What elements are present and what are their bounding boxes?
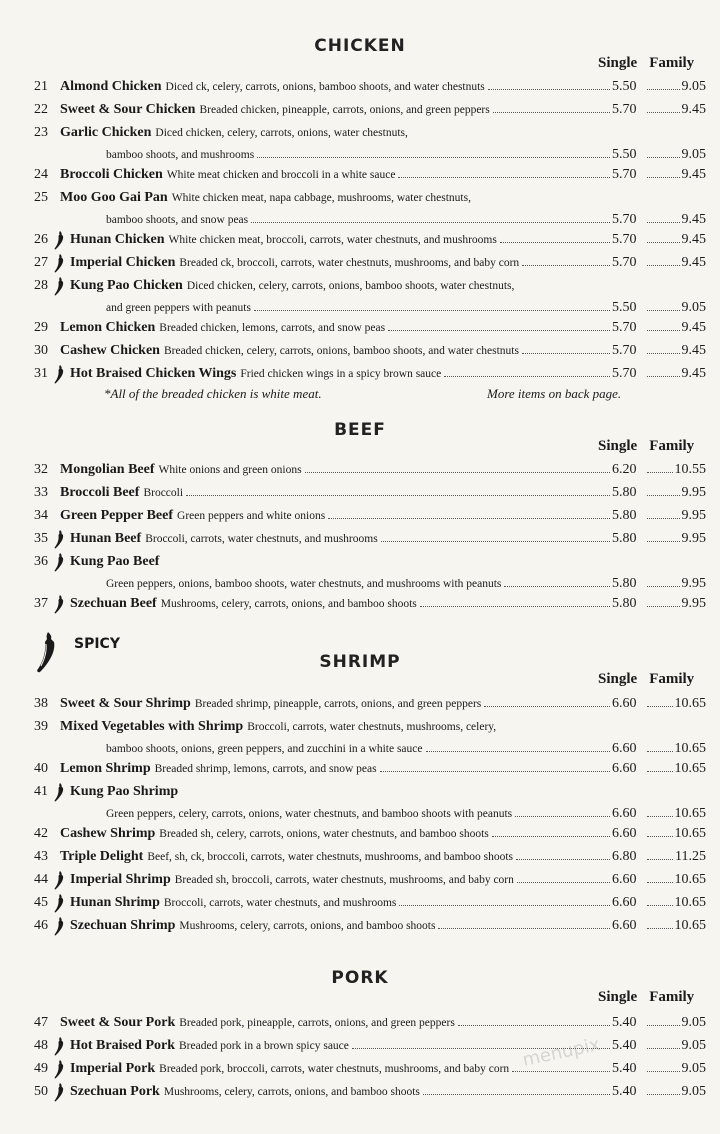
leader-dots [488, 89, 610, 90]
leader-dots [517, 882, 610, 883]
leader-dots [492, 836, 610, 837]
leader-dots [380, 771, 610, 772]
price-single: 5.40 [612, 1084, 637, 1099]
item-description: Mushrooms, celery, carrots, onions, and bamboo shoots [163, 1086, 420, 1098]
leader-dots [647, 330, 680, 331]
menu-item-42 [0, 825, 720, 847]
item-description: Diced chicken, celery, carrots, onions, water chestnuts, [155, 127, 408, 139]
item-number: 41 [34, 784, 48, 799]
item-name: Kung Pao Shrimp [70, 784, 179, 799]
price-single: 5.70 [612, 320, 637, 335]
menu-item-48 [0, 1037, 720, 1059]
item-number: 22 [34, 102, 48, 117]
menu-item-35 [0, 530, 720, 552]
item-description: White meat chicken and broccoli in a white sauce [166, 169, 396, 181]
column-headers-pork [598, 989, 708, 1006]
chili-pepper-icon [53, 230, 65, 250]
leader-dots [647, 89, 680, 90]
price-family: 10.65 [674, 741, 706, 756]
menu-item-40 [0, 760, 720, 782]
item-name: Cashew Shrimp [60, 826, 156, 841]
price-single: 5.40 [612, 1038, 637, 1053]
item-description: Breaded chicken, pineapple, carrots, onions, and green peppers [199, 104, 490, 116]
price-family: 9.95 [681, 485, 706, 500]
price-family: 9.95 [681, 596, 706, 611]
leader-dots [647, 1025, 680, 1026]
leader-dots [647, 310, 680, 311]
menu-item-43 [0, 848, 720, 870]
item-name: Lemon Shrimp [60, 761, 151, 776]
price-family: 9.45 [681, 102, 706, 117]
item-number: 21 [34, 79, 48, 94]
item-name: Hot Braised Chicken Wings [70, 366, 237, 381]
leader-dots [647, 112, 680, 113]
item-name: Moo Goo Gai Pan [60, 190, 168, 205]
leader-dots [647, 905, 673, 906]
chili-pepper-icon [53, 1036, 65, 1056]
leader-dots [257, 157, 610, 158]
menu-item-34 [0, 507, 720, 529]
leader-dots [493, 112, 610, 113]
item-description: Broccoli, carrots, water chestnuts, and mushrooms [163, 897, 397, 909]
column-headers-chicken [598, 55, 708, 72]
leader-dots [647, 882, 673, 883]
item-description: Breaded shrimp, lemons, carrots, and snow peas [154, 763, 377, 775]
price-single: 6.60 [612, 895, 637, 910]
item-description: Breaded sh, broccoli, carrots, water chestnuts, mushrooms, and baby corn [174, 874, 514, 886]
price-family: 9.05 [681, 147, 706, 162]
price-single: 6.60 [612, 696, 637, 711]
menu-item-26 [0, 231, 720, 253]
leader-dots [516, 859, 610, 860]
item-name: Kung Pao Beef [70, 554, 160, 569]
item-number: 24 [34, 167, 48, 182]
menu-item-23 [0, 124, 720, 166]
leader-dots [251, 222, 610, 223]
leader-dots [647, 836, 673, 837]
menu-item-37 [0, 595, 720, 617]
leader-dots [647, 816, 673, 817]
leader-dots [381, 541, 610, 542]
leader-dots [647, 586, 680, 587]
leader-dots [647, 518, 680, 519]
item-name: Mongolian Beef [60, 462, 155, 477]
leader-dots [512, 1071, 610, 1072]
item-name: Szechuan Shrimp [70, 918, 176, 933]
menu-item-29 [0, 319, 720, 341]
price-single: 5.70 [612, 366, 637, 381]
price-single: 6.60 [612, 826, 637, 841]
menu-item-49 [0, 1060, 720, 1082]
leader-dots [522, 353, 610, 354]
price-single: 6.60 [612, 918, 637, 933]
item-number: 43 [34, 849, 48, 864]
leader-dots [647, 222, 680, 223]
price-family: 11.25 [675, 849, 706, 864]
leader-dots [647, 242, 680, 243]
leader-dots [647, 859, 673, 860]
chili-pepper-icon [53, 916, 65, 936]
item-number: 34 [34, 508, 48, 523]
item-description: Broccoli [143, 487, 184, 499]
chili-pepper-icon [53, 893, 65, 913]
price-family: 9.05 [681, 79, 706, 94]
price-family: 9.05 [681, 1038, 706, 1053]
item-name: Triple Delight [60, 849, 144, 864]
leader-dots [522, 265, 610, 266]
chili-pepper-icon [53, 529, 65, 549]
item-description-cont: bamboo shoots, onions, green peppers, and zucchini in a white sauce [106, 743, 423, 755]
price-family: 10.55 [674, 462, 706, 477]
price-family: 9.45 [681, 366, 706, 381]
item-description: Breaded chicken, celery, carrots, onions, bamboo shoots, and water chestnuts [163, 345, 519, 357]
item-description: Fried chicken wings in a spicy brown sauce [240, 368, 442, 380]
item-description-cont: bamboo shoots, and snow peas [106, 214, 249, 226]
item-description-cont: bamboo shoots, and mushrooms [106, 149, 255, 161]
section-title-chicken: CHICKEN [314, 36, 406, 56]
item-description: Breaded pork, pineapple, carrots, onions, and green peppers [179, 1017, 455, 1029]
price-single: 5.70 [612, 232, 637, 247]
leader-dots [647, 1071, 680, 1072]
price-family: 9.05 [681, 1084, 706, 1099]
item-description: Breaded chicken, lemons, carrots, and snow peas [159, 322, 386, 334]
menu-item-27 [0, 254, 720, 276]
chili-pepper-icon [53, 1059, 65, 1079]
price-single: 6.60 [612, 872, 637, 887]
leader-dots [647, 495, 680, 496]
item-number: 29 [34, 320, 48, 335]
price-single: 5.70 [612, 212, 637, 227]
leader-dots [504, 586, 610, 587]
leader-dots [186, 495, 610, 496]
chili-pepper-icon [53, 870, 65, 890]
leader-dots [388, 330, 610, 331]
leader-dots [647, 1048, 680, 1049]
price-family: 9.05 [681, 300, 706, 315]
item-number: 46 [34, 918, 48, 933]
leader-dots [423, 1094, 610, 1095]
item-description: Breaded shrimp, pineapple, carrots, onions, and green peppers [194, 698, 482, 710]
price-family: 9.45 [681, 320, 706, 335]
leader-dots [647, 353, 680, 354]
item-description: Beef, sh, ck, broccoli, carrots, water chestnuts, mushrooms, and bamboo shoots [147, 851, 514, 863]
menu-item-28 [0, 277, 720, 319]
item-description: Mushrooms, celery, carrots, onions, and bamboo shoots [179, 920, 436, 932]
item-name: Broccoli Beef [60, 485, 140, 500]
breaded-note: *All of the breaded chicken is white meat. [104, 386, 322, 401]
price-single: 5.70 [612, 343, 637, 358]
item-number: 42 [34, 826, 48, 841]
leader-dots [438, 928, 610, 929]
price-family: 10.65 [674, 895, 706, 910]
item-number: 31 [34, 366, 48, 381]
item-name: Hunan Beef [70, 531, 142, 546]
menu-item-50 [0, 1083, 720, 1105]
item-name: Hot Braised Pork [70, 1038, 175, 1053]
item-name: Hunan Chicken [70, 232, 165, 247]
leader-dots [647, 265, 680, 266]
item-number: 49 [34, 1061, 48, 1076]
price-family: 9.45 [681, 232, 706, 247]
price-family: 9.05 [681, 1061, 706, 1076]
price-single: 5.80 [612, 596, 637, 611]
price-single: 5.80 [612, 531, 637, 546]
menu-item-32 [0, 461, 720, 483]
leader-dots [647, 751, 673, 752]
item-number: 28 [34, 278, 48, 293]
family-header: Family [649, 989, 695, 1005]
item-name: Lemon Chicken [60, 320, 156, 335]
section-title-shrimp: SHRIMP [319, 652, 401, 672]
chili-pepper-icon [53, 253, 65, 273]
item-number: 50 [34, 1084, 48, 1099]
item-name: Garlic Chicken [60, 125, 152, 140]
item-description: Breaded sh, celery, carrots, onions, water chestnuts, and bamboo shoots [159, 828, 489, 840]
menu-item-33 [0, 484, 720, 506]
item-name: Sweet & Sour Chicken [60, 102, 196, 117]
item-name: Broccoli Chicken [60, 167, 163, 182]
price-family: 10.65 [674, 918, 706, 933]
price-single: 5.40 [612, 1015, 637, 1030]
menu-item-36 [0, 553, 720, 595]
leader-dots [647, 771, 673, 772]
item-name: Hunan Shrimp [70, 895, 160, 910]
price-single: 5.80 [612, 485, 637, 500]
item-name: Szechuan Pork [70, 1084, 160, 1099]
item-description: Mushrooms, celery, carrots, onions, and bamboo shoots [160, 598, 417, 610]
item-description: Broccoli, carrots, water chestnuts, and mushrooms [145, 533, 378, 545]
leader-dots [647, 472, 673, 473]
single-header: Single [598, 671, 638, 687]
leader-dots [398, 177, 610, 178]
price-single: 5.70 [612, 167, 637, 182]
leader-dots [399, 905, 610, 906]
price-family: 10.65 [674, 806, 706, 821]
section-title-pork: PORK [331, 968, 389, 988]
single-header: Single [598, 989, 638, 1005]
spicy-legend-label: SPICY [74, 636, 120, 652]
item-number: 40 [34, 761, 48, 776]
menu-item-31 [0, 365, 720, 387]
leader-dots [647, 157, 680, 158]
item-number: 37 [34, 596, 48, 611]
leader-dots [647, 376, 680, 377]
item-name: Almond Chicken [60, 79, 162, 94]
price-single: 5.70 [612, 255, 637, 270]
chili-pepper-icon [53, 552, 65, 572]
leader-dots [647, 1094, 680, 1095]
chili-pepper-icon [53, 594, 65, 614]
leader-dots [426, 751, 611, 752]
menu-item-22 [0, 101, 720, 123]
leader-dots [305, 472, 610, 473]
item-name: Mixed Vegetables with Shrimp [60, 719, 244, 734]
item-description: Diced chicken, celery, carrots, onions, bamboo shoots, water chestnuts, [186, 280, 515, 292]
leader-dots [444, 376, 610, 377]
price-single: 6.60 [612, 806, 637, 821]
menu-item-24 [0, 166, 720, 188]
item-number: 32 [34, 462, 48, 477]
item-number: 36 [34, 554, 48, 569]
leader-dots [420, 606, 610, 607]
item-name: Imperial Pork [70, 1061, 156, 1076]
leader-dots [515, 816, 610, 817]
item-description: White chicken meat, broccoli, carrots, water chestnuts, and mushrooms [168, 234, 497, 246]
item-description-cont: Green peppers, celery, carrots, onions, water chestnuts, and bamboo shoots with peanuts [106, 808, 513, 820]
price-single: 6.60 [612, 741, 637, 756]
price-single: 6.60 [612, 761, 637, 776]
price-family: 10.65 [674, 872, 706, 887]
section-title-beef: BEEF [334, 420, 386, 440]
family-header: Family [649, 671, 695, 687]
chili-pepper-icon [53, 782, 65, 802]
leader-dots [647, 928, 673, 929]
leader-dots [500, 242, 610, 243]
chili-pepper-icon [53, 276, 65, 296]
price-single: 5.50 [612, 79, 637, 94]
price-family: 9.45 [681, 212, 706, 227]
menu-item-30 [0, 342, 720, 364]
column-headers-shrimp [598, 671, 708, 688]
item-description: Breaded pork, broccoli, carrots, water chestnuts, mushrooms, and baby corn [159, 1063, 510, 1075]
family-header: Family [649, 438, 695, 454]
price-family: 9.95 [681, 508, 706, 523]
price-family: 9.05 [681, 1015, 706, 1030]
item-number: 39 [34, 719, 48, 734]
price-single: 6.80 [612, 849, 637, 864]
item-number: 44 [34, 872, 48, 887]
menu-item-25 [0, 189, 720, 231]
watermark: menupix [520, 1034, 602, 1071]
item-number: 27 [34, 255, 48, 270]
leader-dots [254, 310, 610, 311]
menu-item-21 [0, 78, 720, 100]
item-name: Sweet & Sour Pork [60, 1015, 176, 1030]
leader-dots [328, 518, 610, 519]
price-family: 9.45 [681, 343, 706, 358]
item-name: Sweet & Sour Shrimp [60, 696, 191, 711]
price-family: 9.45 [681, 255, 706, 270]
item-description: White onions and green onions [158, 464, 302, 476]
leader-dots [647, 177, 680, 178]
price-family: 10.65 [674, 761, 706, 776]
column-headers-beef [598, 438, 708, 455]
item-number: 25 [34, 190, 48, 205]
menu-item-44 [0, 871, 720, 893]
menu-item-47 [0, 1014, 720, 1036]
item-name: Szechuan Beef [70, 596, 157, 611]
item-description: Breaded ck, broccoli, carrots, water chestnuts, mushrooms, and baby corn [179, 257, 520, 269]
menu-item-39 [0, 718, 720, 760]
item-description-cont: Green peppers, onions, bamboo shoots, water chestnuts, and mushrooms with peanuts [106, 578, 502, 590]
chili-pepper-icon [53, 364, 65, 384]
item-description: White chicken meat, napa cabbage, mushrooms, water chestnuts, [171, 192, 471, 204]
item-number: 33 [34, 485, 48, 500]
item-description-cont: and green peppers with peanuts [106, 302, 251, 314]
leader-dots [484, 706, 610, 707]
price-single: 5.70 [612, 102, 637, 117]
price-family: 9.45 [681, 167, 706, 182]
price-family: 9.95 [681, 576, 706, 591]
price-single: 5.80 [612, 576, 637, 591]
price-family: 10.65 [674, 826, 706, 841]
menu-item-38 [0, 695, 720, 717]
leader-dots [647, 706, 673, 707]
price-family: 10.65 [674, 696, 706, 711]
price-family: 9.95 [681, 531, 706, 546]
item-name: Cashew Chicken [60, 343, 160, 358]
item-name: Kung Pao Chicken [70, 278, 183, 293]
price-single: 5.40 [612, 1061, 637, 1076]
item-description: Green peppers and white onions [177, 510, 326, 522]
item-number: 30 [34, 343, 48, 358]
item-name: Imperial Shrimp [70, 872, 171, 887]
item-description: Diced ck, celery, carrots, onions, bamboo shoots, and water chestnuts [165, 81, 485, 93]
item-description: Breaded pork in a brown spicy sauce [179, 1040, 349, 1052]
menu-item-41 [0, 783, 720, 825]
item-name: Green Pepper Beef [60, 508, 174, 523]
item-number: 45 [34, 895, 48, 910]
family-header: Family [649, 55, 695, 71]
price-single: 5.80 [612, 508, 637, 523]
single-header: Single [598, 438, 638, 454]
item-number: 35 [34, 531, 48, 546]
single-header: Single [598, 55, 638, 71]
price-single: 5.50 [612, 147, 637, 162]
menu-item-45 [0, 894, 720, 916]
back-page-note: More items on back page. [487, 386, 622, 401]
leader-dots [458, 1025, 610, 1026]
item-number: 23 [34, 125, 48, 140]
price-single: 6.20 [612, 462, 637, 477]
chili-pepper-icon [53, 1082, 65, 1102]
item-description: Broccoli, carrots, water chestnuts, mushrooms, celery, [247, 721, 497, 733]
item-number: 38 [34, 696, 48, 711]
item-name: Imperial Chicken [70, 255, 176, 270]
item-number: 48 [34, 1038, 48, 1053]
price-single: 5.50 [612, 300, 637, 315]
leader-dots [647, 606, 680, 607]
item-number: 47 [34, 1015, 48, 1030]
menu-item-46 [0, 917, 720, 939]
item-number: 26 [34, 232, 48, 247]
leader-dots [647, 541, 680, 542]
